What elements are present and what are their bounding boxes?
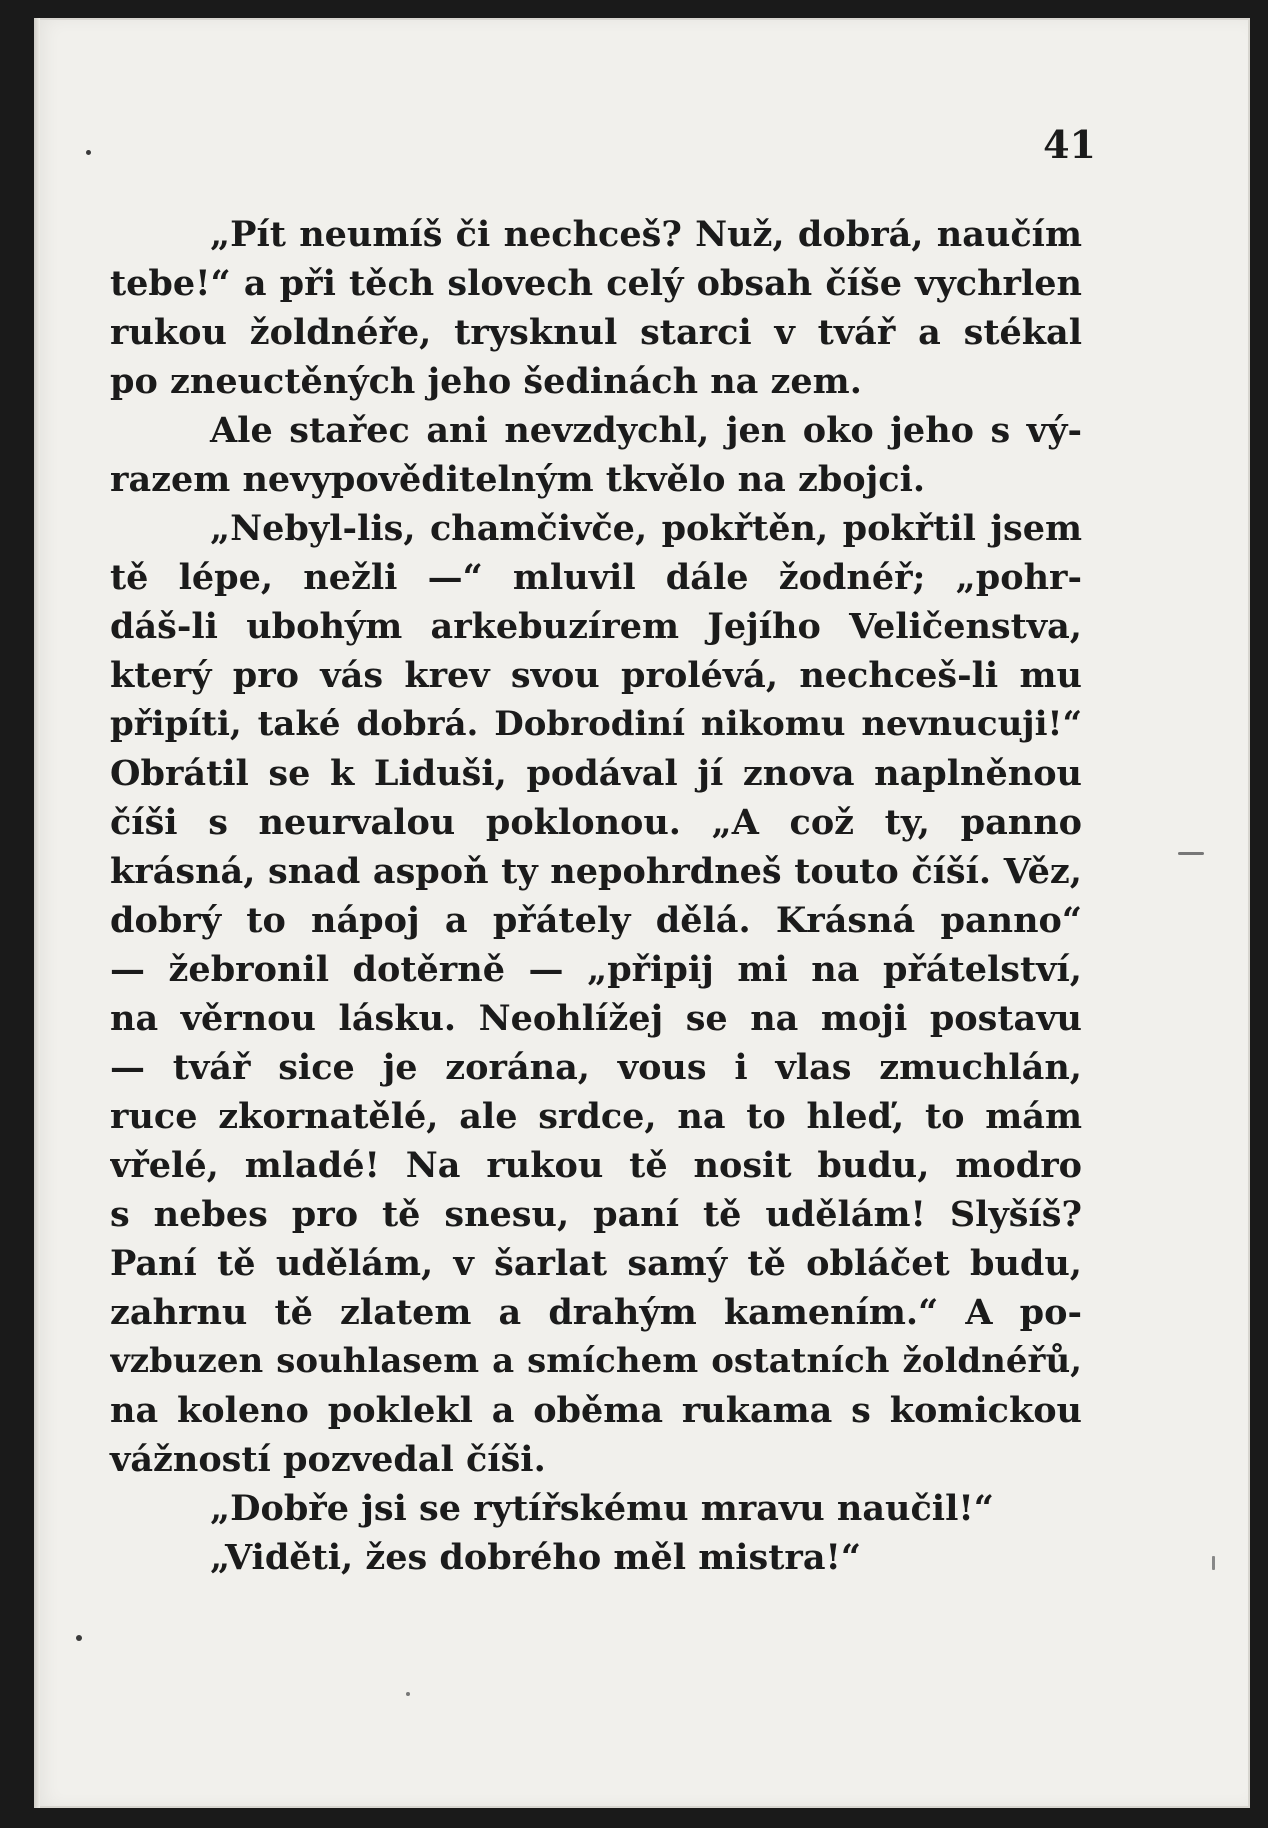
text-line: razem nevypověditelným tkvělo na zbojci. (110, 459, 926, 500)
text-line: zahrnu tě zlatem a drahým kamením.“ A po- (110, 1292, 1082, 1333)
body-text (110, 210, 1082, 1582)
text-line: „Viděti, žes dobrého měl mistra!“ (210, 1537, 862, 1578)
page-number: 41 (1043, 122, 1096, 167)
text-line: dobrý to nápoj a přátely dělá. Krásná panno“ (110, 900, 1082, 941)
text-line: který pro vás krev svou prolévá, nechceš-li mu (110, 655, 1082, 696)
text-line: „Nebyl-lis, chamčivče, pokřtěn, pokřtil jsem (210, 508, 1082, 549)
page-left-edge (34, 18, 40, 1808)
text-line: „Pít neumíš či nechceš? Nuž, dobrá, naučím (210, 214, 1082, 255)
text-line: Paní tě udělám, v šarlat samý tě obláčet budu, (110, 1243, 1082, 1284)
text-line: — žebronil dotěrně — „připij mi na přátelství, (110, 949, 1082, 990)
text-line: vřelé, mladé! Na rukou tě nosit budu, modro (110, 1145, 1082, 1186)
scan-speck (1212, 1556, 1215, 1570)
text-line: po zneuctěných jeho šedinách na zem. (110, 361, 862, 402)
text-line: na koleno poklekl a oběma rukama s komickou (110, 1390, 1082, 1431)
text-line: s nebes pro tě snesu, paní tě udělám! Slyšíš? (110, 1194, 1082, 1235)
text-line: vážností pozvedal číši. (110, 1439, 546, 1480)
text-line: tě lépe, nežli —“ mluvil dále žodnéř; „pohr- (110, 557, 1082, 598)
scan-speck (86, 150, 91, 155)
text-line: tebe!“ a při těch slovech celý obsah číše vychrlen (110, 263, 1082, 304)
text-line: Ale stařec ani nevzdychl, jen oko jeho s vý- (210, 410, 1082, 451)
text-line: rukou žoldnéře, trysknul starci v tvář a stékal (110, 312, 1082, 353)
text-line: krásná, snad aspoň ty nepohrdneš touto číší. Věz, (110, 851, 1082, 892)
text-line: ruce zkornatělé, ale srdce, na to hleď, to mám (110, 1096, 1082, 1137)
text-line: „Dobře jsi se rytířskému mravu naučil!“ (210, 1488, 994, 1529)
text-line: vzbuzen souhlasem a smíchem ostatních žoldnéřů, (110, 1341, 1082, 1381)
text-line: připíti, také dobrá. Dobrodiní nikomu nevnucuji!“ (110, 704, 1082, 744)
text-line: na věrnou lásku. Neohlížej se na moji postavu (110, 998, 1082, 1039)
text-line: Obrátil se k Liduši, podával jí znova naplněnou (110, 753, 1082, 794)
scan-speck (76, 1635, 82, 1641)
text-line: číši s neurvalou poklonou. „A což ty, panno (110, 802, 1082, 843)
scan-speck (1178, 852, 1204, 855)
scan-speck (406, 1692, 410, 1696)
text-line: dáš-li ubohým arkebuzírem Jejího Veličenstva, (110, 606, 1082, 647)
text-line: — tvář sice je zorána, vous i vlas zmuchlán, (110, 1047, 1082, 1088)
